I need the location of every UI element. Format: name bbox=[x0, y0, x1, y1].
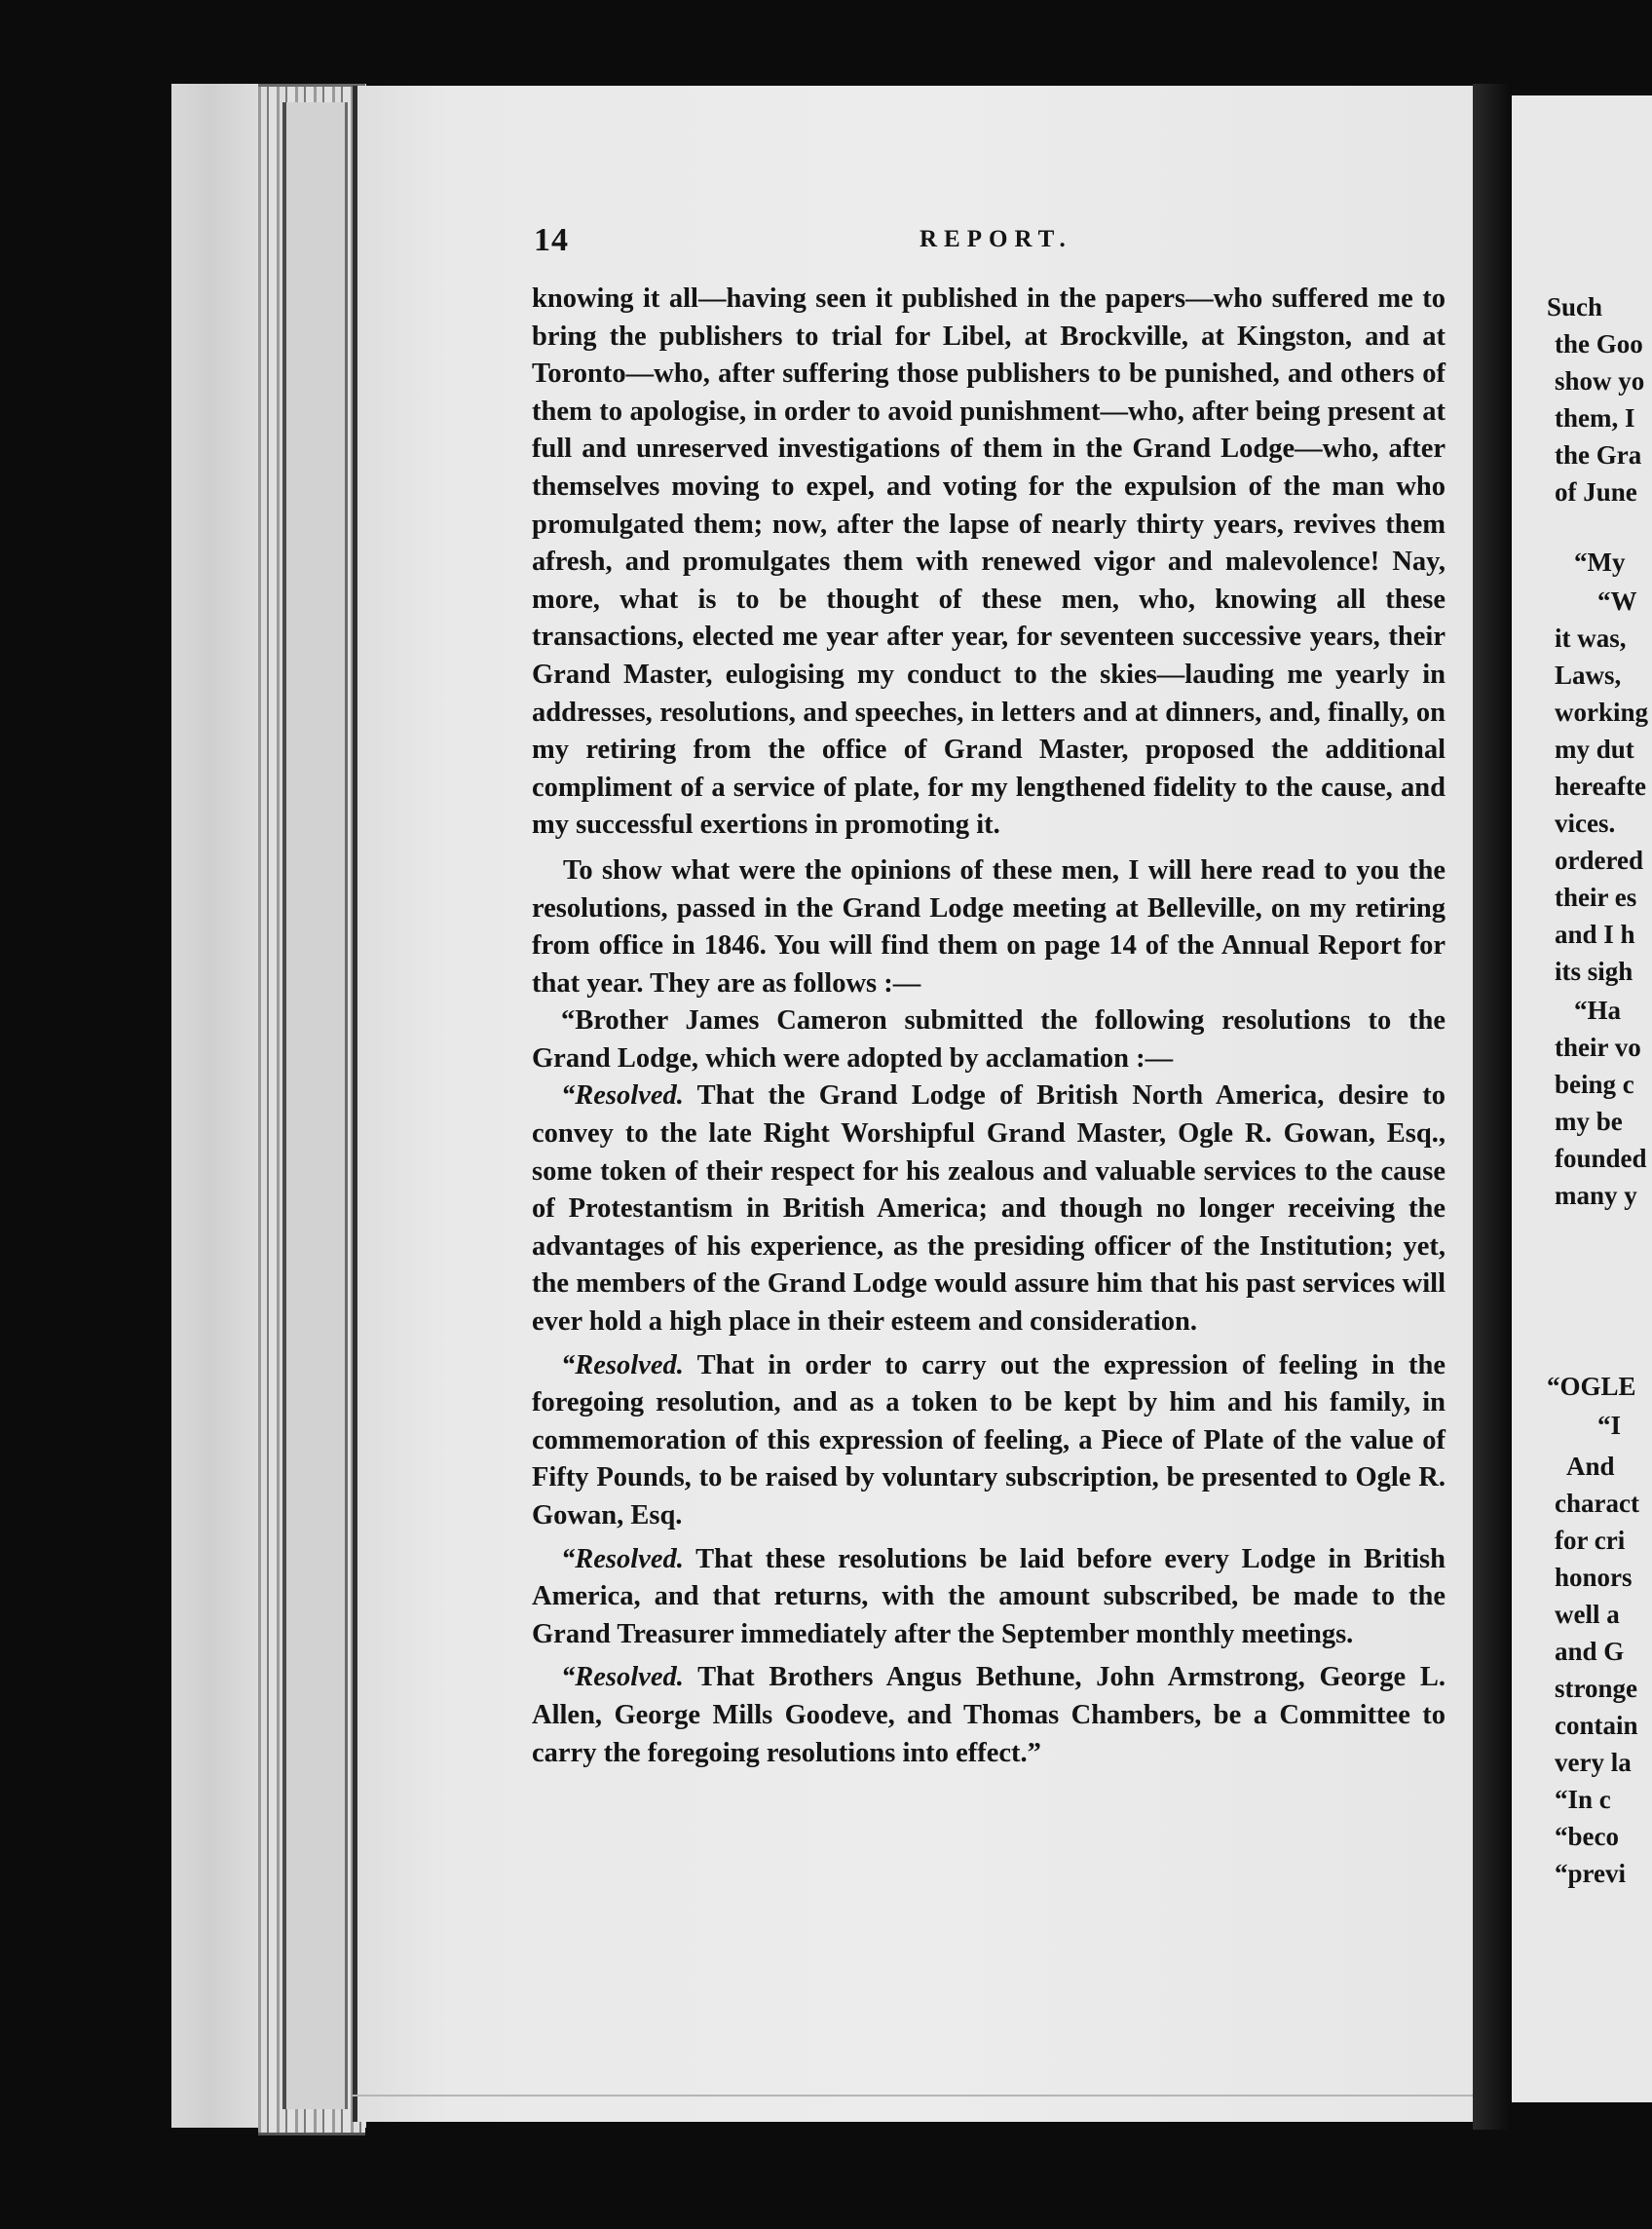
gutter-shadow bbox=[1473, 84, 1512, 2130]
right-page-line: stronge bbox=[1555, 1674, 1637, 1703]
right-page-line: honors bbox=[1555, 1563, 1633, 1592]
right-page-line: And bbox=[1566, 1452, 1615, 1481]
main-text bbox=[532, 281, 1446, 1772]
right-page-line: “OGLE bbox=[1547, 1372, 1636, 1401]
right-page-line: my be bbox=[1555, 1107, 1623, 1136]
right-page-line: show yo bbox=[1555, 366, 1645, 396]
page-bottom-edge bbox=[353, 2095, 1473, 2126]
right-page-line: Such bbox=[1547, 292, 1603, 321]
right-page-line: “previ bbox=[1555, 1859, 1626, 1888]
right-page-line: very la bbox=[1555, 1748, 1632, 1777]
right-page-line: many y bbox=[1555, 1181, 1637, 1210]
right-page-line: its sigh bbox=[1555, 957, 1633, 986]
resolved-label: “Resolved. bbox=[561, 1543, 684, 1574]
right-page-line: hereafte bbox=[1555, 772, 1646, 801]
right-page-line: my dut bbox=[1555, 735, 1634, 764]
resolution-2 bbox=[532, 1347, 1446, 1535]
resolution-1 bbox=[532, 1077, 1446, 1341]
right-page-line: for cri bbox=[1555, 1526, 1626, 1555]
resolution-3 bbox=[532, 1541, 1446, 1654]
right-page-line: their vo bbox=[1555, 1033, 1641, 1062]
right-page-line: and I h bbox=[1555, 920, 1635, 949]
right-page-line: it was, bbox=[1555, 623, 1627, 653]
right-page-line: and G bbox=[1555, 1637, 1625, 1666]
resolution-4 bbox=[532, 1659, 1446, 1772]
right-page-line: “W bbox=[1597, 586, 1637, 616]
right-page-line: founded bbox=[1555, 1144, 1647, 1173]
paragraph-3: “Brother James Cameron submitted the following resolutions to the Grand Lodge, which were adopted by acclamation :— bbox=[532, 1005, 1446, 1074]
paragraph-2: To show what were the opinions of these men, I will here read to you the resolutions, passed in the Grand Lodge meeting at Belleville, on my retiring from office in 1846. You will find them on page 14 of the Annual Report for that year. They are as follows :— bbox=[532, 854, 1446, 999]
paragraph-1: knowing it all—having seen it published in the papers—who suffered me to bring the publishers to trial for Libel, at Brockville, at Kingston, and at Toronto—who, after suffering those publishers to be punished, and others of them to apologise, in order to avoid punishment—who, after being present at full and unreserved investigations of them in the Grand Lodge—who, after themselves moving to expel, and voting for the expulsion of the man who promulgated them; now, after the lapse of nearly thirty years, revives them afresh, and promulgates them with renewed vigor and malevolence! Nay, more, what is to be thought of these men, who, knowing all these transactions, elected me year after year, for seventeen successive years, their Grand Master, eulogising my conduct to the skies—lauding me yearly in addresses, resolutions, and speeches, in letters and at dinners, and, finally, on my retiring from the office of Grand Master, proposed the additional compliment of a service of plate, for my lengthened fidelity to the cause, and my successful exertions in promoting it. bbox=[532, 283, 1446, 841]
right-page-line: “Ha bbox=[1574, 996, 1622, 1025]
resolved-label: “Resolved. bbox=[561, 1080, 684, 1112]
running-head: REPORT. bbox=[920, 226, 1072, 252]
right-page-line: being c bbox=[1555, 1070, 1634, 1099]
right-page-line: “I bbox=[1597, 1411, 1622, 1440]
right-page-line: the Gra bbox=[1555, 440, 1642, 470]
resolution-text: That the Grand Lodge of British North America, desire to convey to the late Right Worshipful Grand Master, Ogle R. Gowan, Esq., some token of their respect for his zealous and valuable services to the cause of Protestantism in British America; and though no longer receiving the advantages of his experience, as the presiding officer of the Institution; yet, the members of the Grand Lodge would assure him that his past services will ever hold a high place in their esteem and consideration. bbox=[532, 1080, 1446, 1338]
right-page-line: “beco bbox=[1555, 1822, 1619, 1851]
right-page bbox=[1512, 95, 1652, 2102]
right-page-line: ordered bbox=[1555, 846, 1643, 875]
page-stack-inner bbox=[282, 102, 348, 2109]
right-page-line: “My bbox=[1574, 548, 1626, 577]
right-page-line: well a bbox=[1555, 1600, 1620, 1629]
right-page-line: “In c bbox=[1555, 1785, 1611, 1814]
right-page-line: of June bbox=[1555, 477, 1637, 507]
resolution-text: That these resolutions be laid before every Lodge in British America, and that returns, with the amount subscribed, be made to the Grand Treasurer immediately after the September monthly meetings. bbox=[532, 1543, 1446, 1649]
right-page-line: working bbox=[1555, 698, 1649, 727]
resolution-text: That Brothers Angus Bethune, John Armstrong, George L. Allen, George Mills Goodeve, and Thomas Chambers, be a Committee to carry the foregoing resolutions into effect.” bbox=[532, 1662, 1446, 1768]
right-page-line: the Goo bbox=[1555, 329, 1643, 359]
right-page-line: charact bbox=[1555, 1489, 1639, 1518]
right-page-line: their es bbox=[1555, 883, 1637, 912]
page-number: 14 bbox=[534, 222, 569, 258]
right-page-line: them, I bbox=[1555, 403, 1635, 433]
right-page-line: Laws, bbox=[1555, 661, 1622, 690]
right-page-line: vices. bbox=[1555, 809, 1616, 838]
resolution-text: That in order to carry out the expression of feeling in the foregoing resolution, and as a token to be kept by him and his family, in commemoration of this expression of feeling, a Piece of Plate of the value of Fifty Pounds, to be raised by voluntary subscription, be presented to Ogle R. Gowan, Esq. bbox=[532, 1349, 1446, 1530]
right-page-line: contain bbox=[1555, 1711, 1638, 1740]
resolved-label: “Resolved. bbox=[561, 1662, 684, 1693]
resolved-label: “Resolved. bbox=[561, 1349, 684, 1380]
